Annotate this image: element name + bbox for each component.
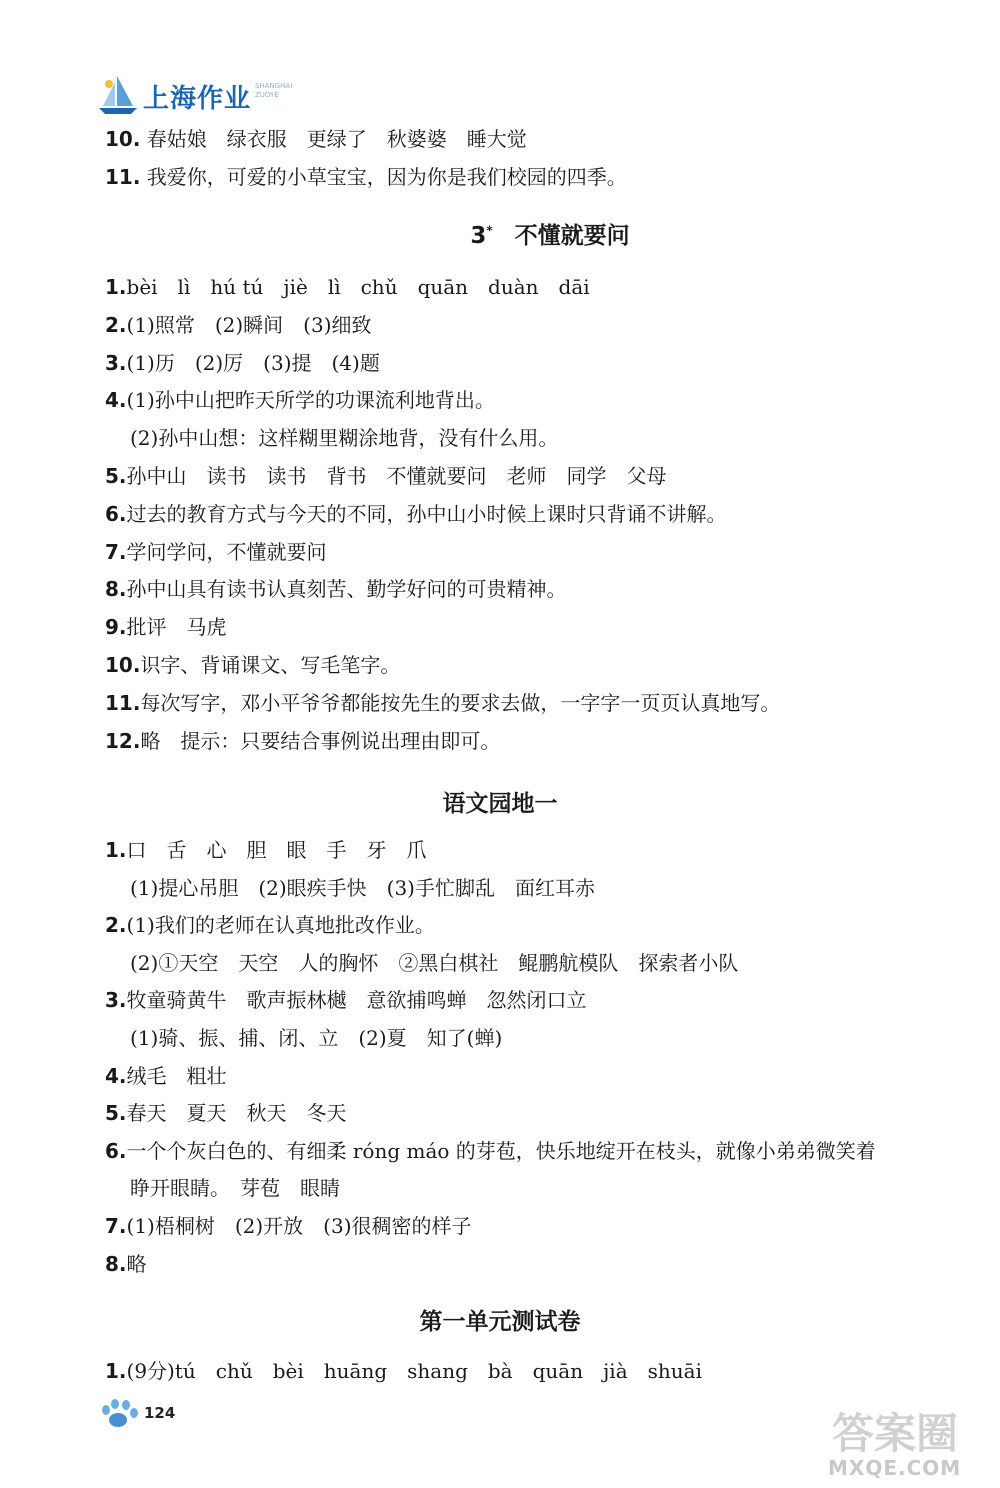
answer-line: 12.略 提示：只要结合事例说出理由即可。 [105, 728, 501, 753]
section-title: 第一单元测试卷 [419, 1309, 581, 1335]
answer-line: (2)孙中山想：这样糊里糊涂地背，没有什么用。 [130, 426, 559, 451]
answer-line: 6.一个个灰白色的、有细柔 róng máo 的芽苞，快乐地绽开在枝头，就像小弟弟微笑着 [105, 1138, 876, 1163]
paw-print-icon [98, 1398, 140, 1430]
watermark-url: MXQE.COM [828, 1456, 962, 1480]
answer-line: 2.(1)我们的老师在认真地批改作业。 [105, 913, 435, 938]
answer-line: 1.(9分)tú chǔ bèi huāng shang bà quān jià shuāi [105, 1359, 702, 1383]
answer-line: 10.识字、背诵课文、写毛笔字。 [105, 653, 401, 677]
section-title: 语文园地一 [442, 791, 558, 817]
section-title: 3* 不懂就要问 [470, 223, 630, 249]
answer-line: 3.牧童骑黄牛 歌声振林樾 意欲捕鸣蝉 忽然闭口立 [105, 988, 587, 1013]
sailboat-icon [95, 72, 141, 118]
answer-line: 4.(1)孙中山把昨天所学的功课流利地背出。 [105, 388, 495, 413]
answer-line: 11.每次写字，邓小平爷爷都能按先生的要求去做，一字字一页页认真地写。 [105, 690, 781, 715]
answer-line: 2.(1)照常 (2)瞬间 (3)细致 [105, 312, 372, 337]
answer-line: 7.学问学问，不懂就要问 [105, 539, 327, 564]
answer-line: 5.孙中山 读书 读书 背书 不懂就要问 老师 同学 父母 [105, 464, 667, 488]
logo-title: 上海作业 [143, 84, 252, 114]
answer-line: 1.bèi lì hú tú jiè lì chǔ quān duàn dāi [105, 275, 590, 299]
answer-line: 4.绒毛 粗壮 [105, 1063, 227, 1088]
answer-line: 8.孙中山具有读书认真刻苦、勤学好问的可贵精神。 [105, 577, 567, 602]
logo-subtitle: SHANGHAI ZUOYE [255, 82, 293, 99]
answer-line: 睁开眼睛。 芽苞 眼睛 [130, 1176, 340, 1201]
answer-line: 1.口 舌 心 胆 眼 手 牙 爪 [105, 838, 427, 862]
answer-line: 5.春天 夏天 秋天 冬天 [105, 1101, 347, 1126]
answer-line: 7.(1)梧桐树 (2)开放 (3)很稠密的样子 [105, 1214, 472, 1238]
answer-line: (1)提心吊胆 (2)眼疾手快 (3)手忙脚乱 面红耳赤 [130, 875, 595, 900]
header-logo [95, 72, 355, 120]
answer-line: 10. 春姑娘 绿衣服 更绿了 秋婆婆 睡大觉 [105, 127, 527, 151]
answer-line: 3.(1)历 (2)厉 (3)提 (4)题 [105, 350, 380, 375]
answer-line: (1)骑、振、捕、闭、立 (2)夏 知了(蝉) [130, 1026, 503, 1050]
answer-line: 6.过去的教育方式与今天的不同，孙中山小时候上课时只背诵不讲解。 [105, 501, 727, 526]
answer-line: 9.批评 马虎 [105, 615, 227, 640]
answer-line: 8.略 [105, 1251, 147, 1276]
svg-text:答案圈: 答案圈 [832, 1409, 959, 1458]
answer-line: 11. 我爱你，可爱的小草宝宝，因为你是我们校园的四季。 [105, 165, 627, 189]
answer-line: (2)①天空 天空 人的胸怀 ②黑白棋社 鲲鹏航模队 探索者小队 [130, 950, 739, 975]
page-number: 124 [144, 1404, 176, 1422]
